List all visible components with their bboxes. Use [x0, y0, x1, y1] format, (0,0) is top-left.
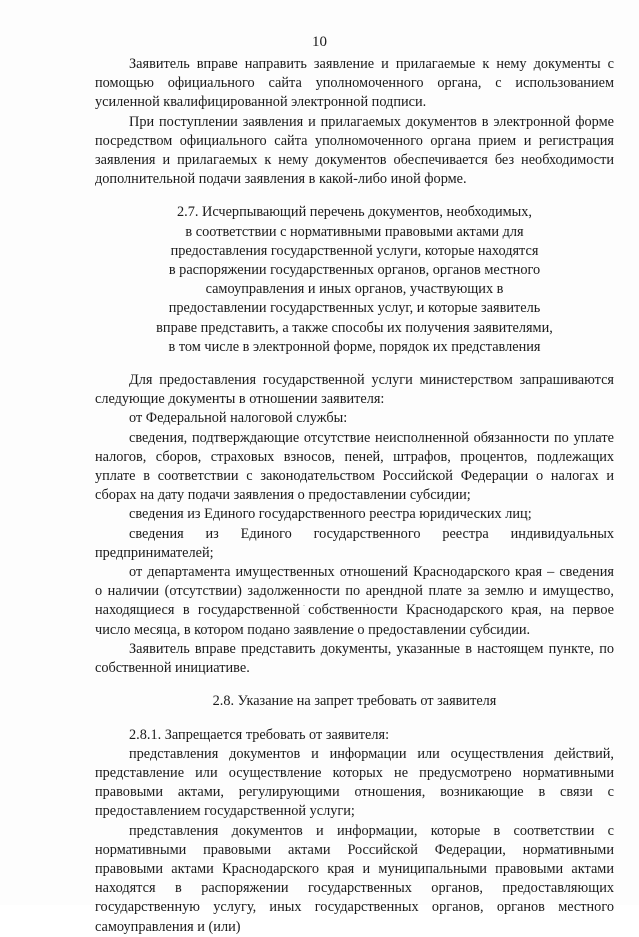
heading-line: самоуправления и иных органов, участвующих в: [205, 281, 504, 298]
heading-line: в соответствии с нормативными правовыми актами для: [185, 223, 524, 240]
paragraph-tax-obligations: сведения, подтверждающие отсутствие неисполненной обязанности по уплате налогов, сборов, страховых взносов, пеней, штрафов, процентов, подлежащих уплате в соответствии с законодательством Российской Федерации о налогах и сборах на дату подачи заявления о предоставлении субсидии;: [95, 429, 614, 504]
paragraph-own-initiative: Заявитель вправе представить документы, указанные в настоящем пункте, по собственной инициативе.: [95, 640, 614, 677]
heading-line: в распоряжении государственных органов, органов местного: [168, 262, 541, 279]
document-body: [95, 55, 614, 937]
page-number: 10: [312, 34, 327, 50]
paragraph-tax-service: от Федеральной налоговой службы:: [129, 410, 348, 427]
section-2-8-heading: 2.8. Указание на запрет требовать от заявителя: [212, 693, 497, 710]
scan-artifact: [282, 600, 372, 614]
heading-line: 2.7. Исчерпывающий перечень документов, необходимых,: [176, 204, 533, 221]
paragraph-electronic-receipt: При поступлении заявления и прилагаемых документов в электронной форме посредством официального сайта уполномоченного органа прием и регистрация заявления и прилагаемых к нему документов обеспечивается без необходимости дополнительной подачи заявления в какой-либо иной форме.: [95, 113, 614, 188]
paragraph-requested-documents: Для предоставления государственной услуги министерством запрашиваются следующие документы в отношении заявителя:: [95, 372, 614, 408]
paragraph-prohibition-documents: представления документов и информации или осуществления действий, представление или осуществление которых не предусмотрено нормативными правовыми актами, регулирующими отношения, возникающие в связи с предоставлением государственной услуги;: [95, 745, 614, 820]
paragraph-prohibition-intro: 2.8.1. Запрещается требовать от заявителя:: [129, 726, 390, 743]
heading-line: предоставления государственной услуги, которые находятся: [170, 242, 539, 259]
heading-line: вправе представить, а также способы их получения заявителями,: [156, 319, 553, 336]
paragraph-prohibition-registry-documents: представления документов и информации, которые в соответствии с нормативными правовыми актами Российской Федерации, нормативными правовыми актами Краснодарского края и муниципальными правовыми актами находятся в распоряжении государственных органов, предоставляющих государственную услугу, иных государственных органов, органов местного самоуправления и (или): [95, 822, 614, 935]
paragraph-property-department: от департамента имущественных отношений Краснодарского края – сведения о наличии (отсутствии) задолженности по арендной плате за землю и имущество, находящиеся в государственной собственности Краснодарского края, на первое число месяца, в котором подано заявление о предоставлении субсидии.: [95, 564, 614, 638]
paragraph-electronic-submission: Заявитель вправе направить заявление и прилагаемые к нему документы с помощью официального сайта уполномоченного органа, с использованием усиленной квалифицированной электронной подписи.: [95, 56, 614, 111]
heading-line: в том числе в электронной форме, порядок их представления: [168, 338, 541, 355]
section-2-7-heading: [95, 203, 614, 357]
heading-line: предоставлении государственных услуг, и которые заявитель: [168, 300, 541, 317]
paragraph-entrepreneurs-registry: сведения из Единого государственного реестра индивидуальных предпринимателей;: [95, 525, 614, 561]
paragraph-legal-entities-registry: сведения из Единого государственного реестра юридических лиц;: [129, 506, 532, 523]
